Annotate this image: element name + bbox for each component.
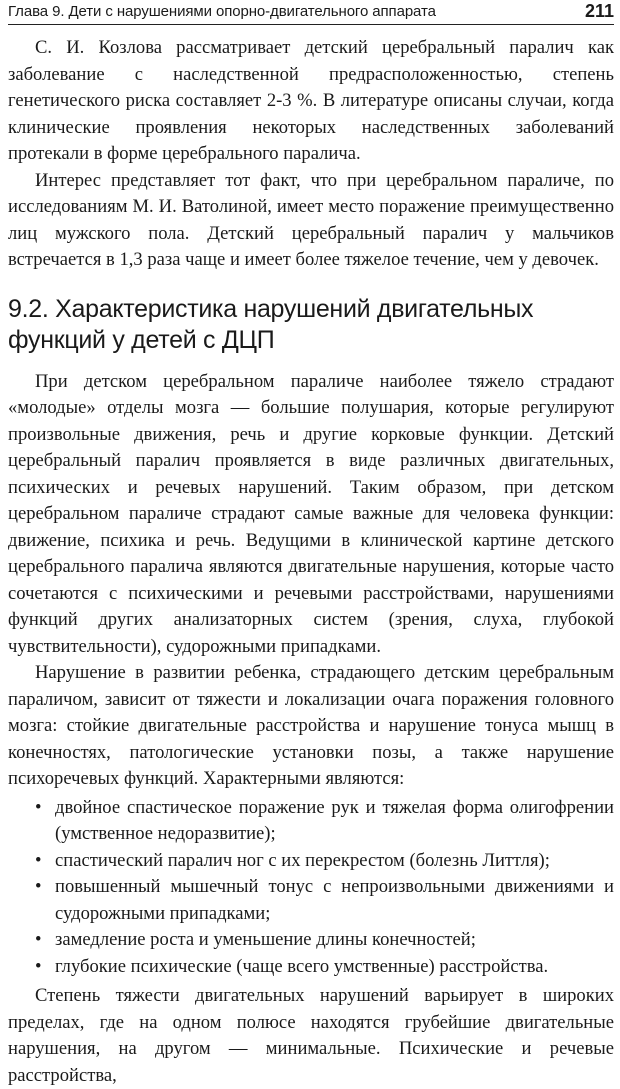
list-item-text: глубокие психические (чаще всего умственные) расстройства. [55, 955, 549, 977]
bullet-marker: • [35, 929, 42, 950]
list-item [8, 848, 614, 875]
bullet-marker: • [35, 796, 42, 818]
list-item [8, 927, 614, 954]
list-item [8, 874, 614, 927]
page-number: 211 [584, 1, 614, 21]
book-page [8, 0, 614, 1086]
list-item-text: двойное спастическое поражение рук и тяжелая форма олигофрении (умственное недоразвитие); [55, 796, 614, 844]
paragraph-severity: Степень тяжести двигательных нарушений варьирует в широких пределах, где на одном полюсе находятся грубейшие двигательные нарушения, на другом — минимальные. Психические и речевые расстройства, [8, 985, 614, 1086]
paragraph-brain-areas: При детском церебральном параличе наиболее тяжело страдают «молодые» отделы мозга — большие полушария, которые регулируют произвольные движения, речь и другие корковые функции. Детский церебральный паралич проявляется в виде различных двигательных, психических и речевых нарушений. Таким образом, при детском церебральном параличе страдают самые важные для человека функции: движение, психика и речь. Ведущими в клинической картине детского церебрального паралича являются двигательные нарушения, которые часто сочетаются с психическими и речевыми расстройствами, нарушениями функций других анализаторных систем (зрения, слуха, глубокой чувствительности), судорожными припадками. [8, 370, 614, 657]
running-header [8, 2, 614, 25]
list-item [8, 795, 614, 848]
body-text [8, 35, 614, 1089]
list-item-text: спастический паралич ног с их перекрестом (болезнь Литтля); [55, 849, 550, 871]
bullet-marker: • [35, 876, 42, 897]
symptom-list [8, 795, 614, 981]
list-item-text: повышенный мышечный тонус с непроизвольными движениями и судорожными припадками; [55, 876, 614, 924]
paragraph-development: Нарушение в развитии ребенка, страдающего детским церебральным параличом, зависит от тяжести и локализации очага поражения головного мозга: стойкие двигательные расстройства и нарушение тонуса мышц в конечностях, патологические установки позы, а также нарушение психоречевых функций. Характерными являются: [8, 662, 614, 789]
paragraph-kozlova: С. И. Козлова рассматривает детский церебральный паралич как заболевание с наследственной предрасположенностью, степень генетического риска составляет 2-3 %. В литературе описаны случаи, когда клинические проявления некоторых наследственных заболеваний протекали в форме церебрального паралича. [8, 37, 614, 164]
section-heading-line-2: функций у детей с ДЦП [8, 325, 275, 354]
list-item [8, 954, 614, 981]
bullet-marker: • [35, 849, 42, 871]
list-item-text: замедление роста и уменьшение длины конечностей; [55, 929, 476, 950]
paragraph-vatolina: Интерес представляет тот факт, что при церебральном параличе, по исследованиям М. И. Ватолиной, имеет место поражение преимущественно лиц мужского пола. Детский церебральный паралич у мальчиков встречается в 1,3 раза чаще и имеет более тяжелое течение, чем у девочек. [8, 169, 614, 270]
section-heading-line-1: 9.2. Характеристика нарушений двигательных [8, 294, 534, 323]
chapter-title: Глава 9. Дети с нарушениями опорно-двигательного аппарата [8, 3, 436, 20]
section-heading [8, 294, 614, 356]
bullet-marker: • [35, 955, 42, 977]
